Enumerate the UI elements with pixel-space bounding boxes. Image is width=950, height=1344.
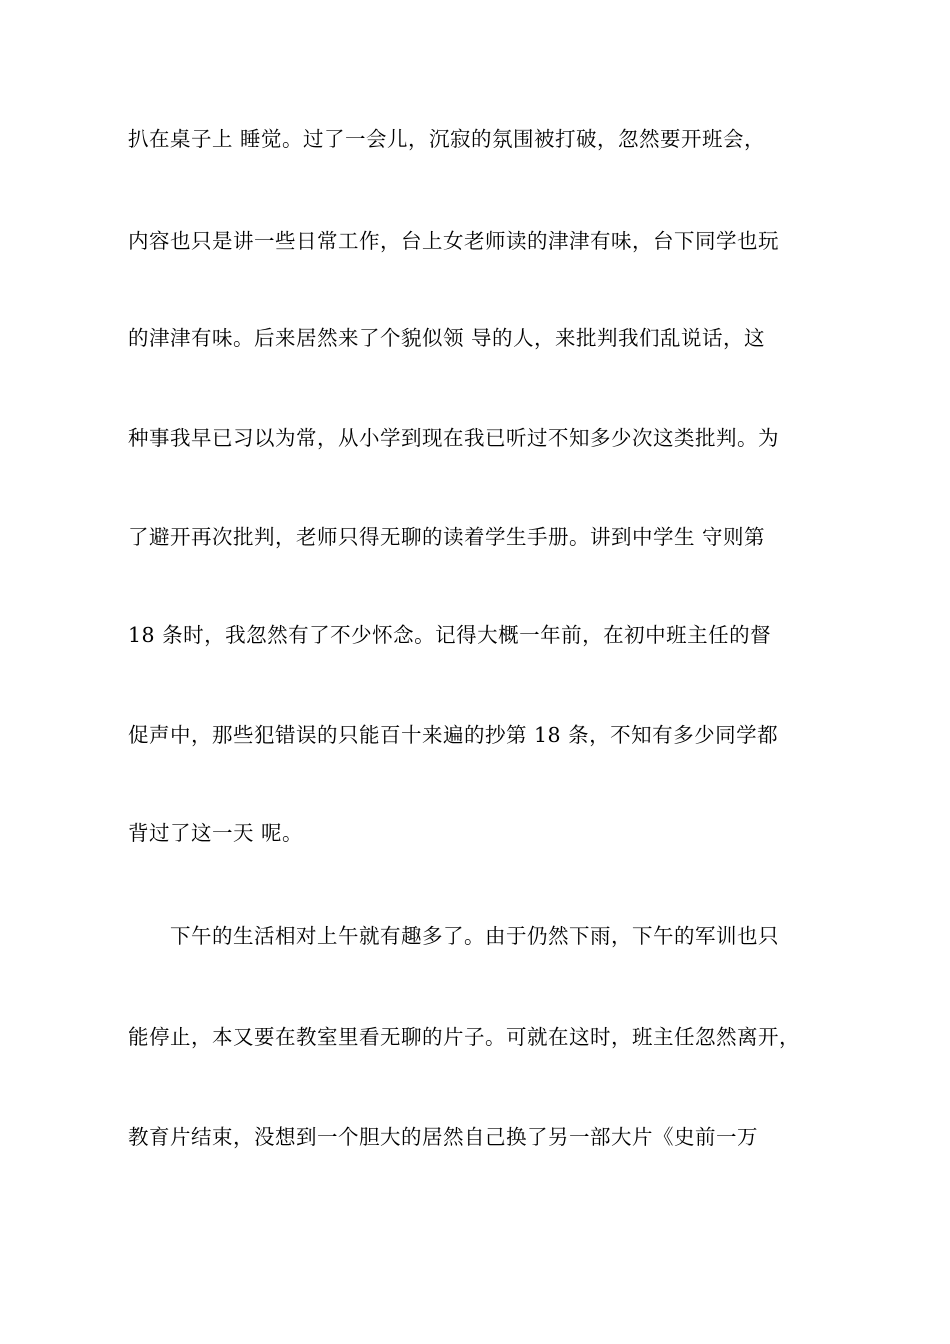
text-line: 能停止，本又要在教室里看无聊的片子。可就在这时，班主任忽然离开， [128, 1025, 800, 1049]
text-line: 扒在桌子上 睡觉。过了一会儿，沉寂的氛围被打破，忽然要开班会， [128, 127, 766, 151]
text-line: 种事我早已习以为常，从小学到现在我已听过不知多少次这类批判。为 [128, 426, 779, 450]
paragraph-first-line: 下午的生活相对上午就有趣多了。由于仍然下雨，下午的军训也只 [170, 924, 779, 948]
text-line: 的津津有味。后来居然来了个貌似领 导的人，来批判我们乱说话，这 [128, 326, 766, 350]
text-line: 背过了这一天 呢。 [128, 821, 304, 845]
text-line: 了避开再次批判，老师只得无聊的读着学生手册。讲到中学生 守则第 [128, 525, 766, 549]
text-line: 促声中，那些犯错误的只能百十来遍的抄第 18 条，不知有多少同学都 [128, 723, 779, 747]
text-line: 18 条时，我忽然有了不少怀念。记得大概一年前，在初中班主任的督 [128, 623, 772, 647]
text-line: 教育片结束，没想到一个胆大的居然自己换了另一部大片《史前一万 [128, 1125, 758, 1149]
text-line: 内容也只是讲一些日常工作，台上女老师读的津津有味，台下同学也玩 [128, 229, 779, 253]
